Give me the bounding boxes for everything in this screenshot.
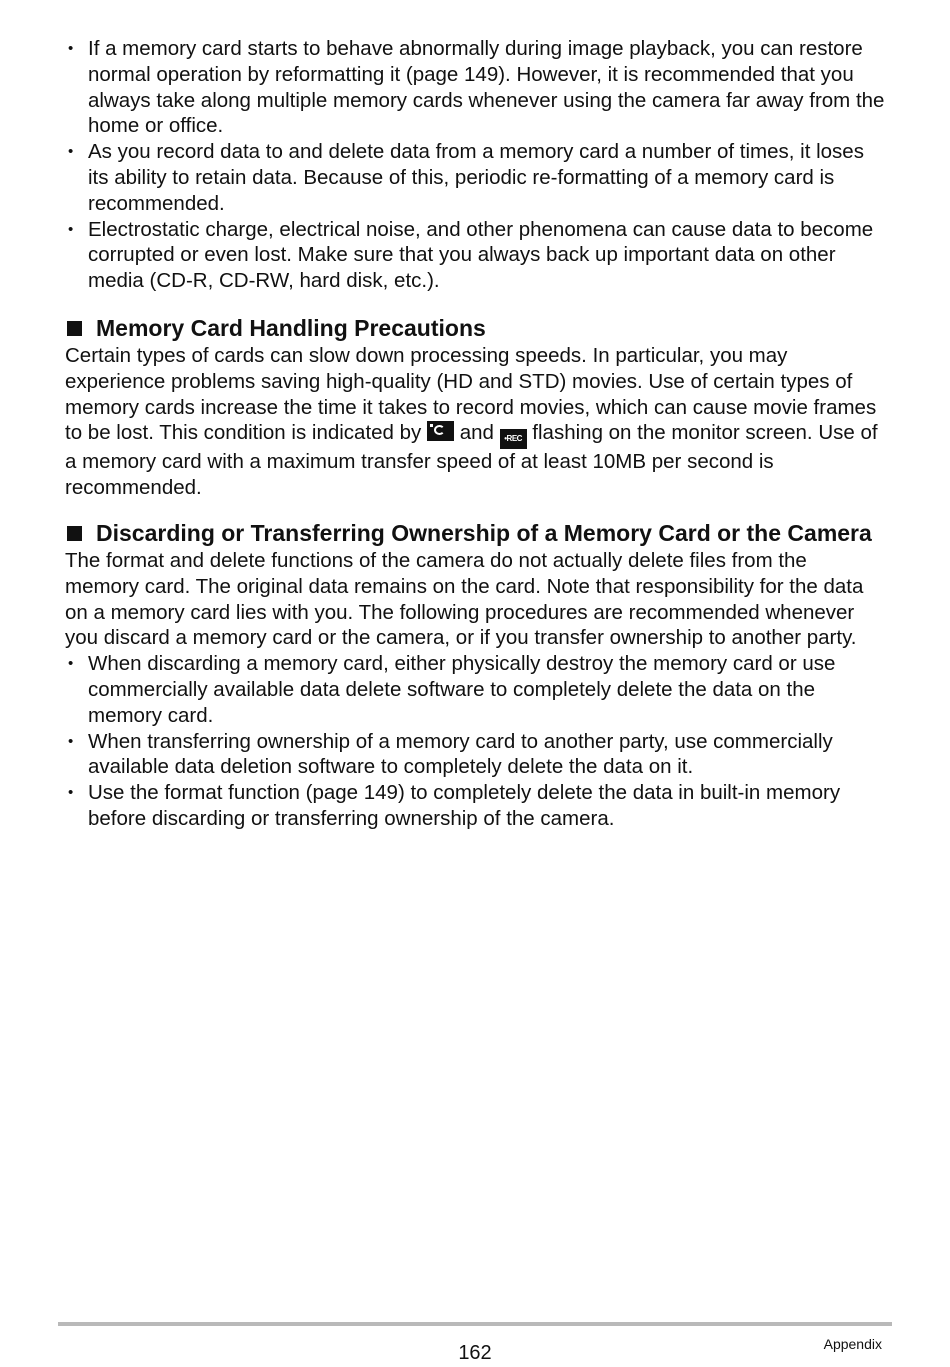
- intro-bullet-list: [65, 36, 885, 294]
- discarding-bullet-list: [65, 651, 885, 832]
- discarding-paragraph: The format and delete functions of the camera do not actually delete files from the memory card. The original data remains on the card. Note that responsibility for the data on a memory card lies with you. The following procedures are recommended whenever you discard a memory card or the camera, or if you transfer ownership to another party.: [65, 548, 864, 650]
- bullet-text: As you record data to and delete data from a memory card a number of times, it loses its ability to retain data. Because of this, periodic re-formatting of a memory card is recommended.: [88, 140, 864, 215]
- section-title: Memory Card Handling Precautions: [96, 314, 486, 341]
- square-bullet-icon: [67, 321, 82, 336]
- paragraph-text: Certain types of cards can slow down processing speeds. In particular, you may experience problems saving high-quality (HD and STD) movies. Use of certain types of memory cards increase the time it takes to record movies, which can cause movie frames to be lost. This condition is indicated by: [65, 343, 877, 445]
- section-heading-discarding-ownership: [65, 519, 885, 548]
- bullet-text: Use the format function (page 149) to completely delete the data in built-in memory before discarding or transferring ownership of the camera.: [88, 781, 841, 830]
- handling-precautions-paragraph: [65, 343, 885, 501]
- page-content: [65, 36, 885, 832]
- bullet-icon: •: [68, 40, 74, 57]
- bullet-icon: •: [68, 655, 74, 673]
- paragraph-text: and: [454, 421, 500, 445]
- section-title: Discarding or Transferring Ownership of a Memory Card or the Camera: [96, 519, 872, 546]
- list-item: [65, 139, 885, 216]
- bullet-text: Electrostatic charge, electrical noise, and other phenomena can cause data to become corrupted or even lost. Make sure that you always back up important data on other media (CD-R, CD-RW, hard disk, etc.).: [88, 217, 874, 293]
- list-item: [65, 36, 885, 139]
- bullet-text: When transferring ownership of a memory card to another party, use commercially available data deletion software to completely delete the data on it.: [88, 729, 833, 779]
- list-item: [65, 651, 885, 728]
- list-item: [65, 217, 885, 294]
- paragraph-text: flashing on the monitor screen. Use of a memory card with a maximum transfer speed of at least 10MB per second is recommended.: [65, 421, 878, 500]
- footer-divider: [58, 1322, 892, 1326]
- bullet-icon: •: [68, 784, 74, 802]
- bullet-icon: •: [68, 220, 74, 238]
- page-number: 162: [458, 1342, 492, 1364]
- section-label: Appendix: [823, 1336, 882, 1352]
- bullet-icon: •: [68, 143, 74, 161]
- bullet-text: If a memory card starts to behave abnormally during image playback, you can restore normal operation by reformatting it (page 149). However, it is recommended that you always take along multiple memory cards whenever using the camera far away from the home or office.: [88, 37, 885, 138]
- rec-icon: •REC: [500, 429, 527, 449]
- section-heading-handling-precautions: [65, 314, 885, 343]
- bullet-icon: •: [68, 732, 74, 750]
- list-item: [65, 729, 885, 781]
- list-item: [65, 780, 885, 832]
- bullet-text: When discarding a memory card, either physically destroy the memory card or use commercially available data delete software to completely delete the data on the memory card.: [88, 652, 836, 727]
- square-bullet-icon: [67, 526, 82, 541]
- movie-icon: [427, 421, 454, 441]
